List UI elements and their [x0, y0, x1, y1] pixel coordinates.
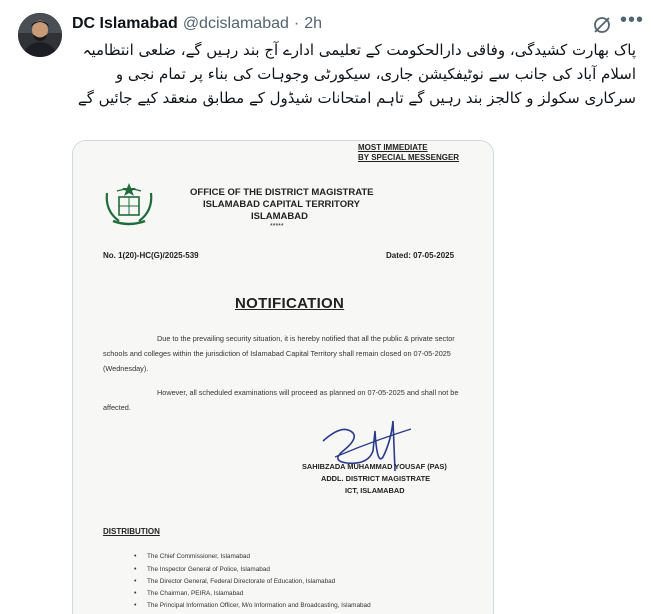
profile-photo	[18, 13, 62, 57]
document-date: Dated: 07-05-2025	[386, 251, 455, 260]
distribution-item	[134, 602, 371, 609]
bullet: •	[134, 602, 137, 609]
distribution-item-text: The Inspector General of Police, Islamabad	[147, 566, 270, 573]
display-name[interactable]: DC Islamabad	[72, 15, 178, 32]
avatar[interactable]	[18, 13, 62, 57]
most-immediate-label: MOST IMMEDIATE	[358, 143, 428, 152]
handle[interactable]: @dcislamabad	[182, 15, 289, 32]
reference-number: No. 1(20)-HC(G)/2025-539	[103, 251, 199, 260]
distribution-item	[134, 578, 336, 585]
office-title-line2: ISLAMABAD CAPITAL TERRITORY	[203, 199, 360, 210]
bullet: •	[134, 578, 137, 585]
notification-title: NOTIFICATION	[235, 295, 345, 312]
distribution-item-text: The Principal Information Officer, M/o Information and Broadcasting, Islamabad	[147, 602, 371, 609]
special-messenger-label: BY SPECIAL MESSENGER	[358, 153, 460, 162]
bullet: •	[134, 566, 137, 573]
signatory-office: ICT, ISLAMABAD	[345, 486, 405, 495]
tweet-media[interactable]	[72, 140, 494, 614]
tweet-text: پاک بھارت کشیدگی، وفاقی دارالحکومت کے تعلیمی ادارے آج بند رہیں گے، ضلعی انتظامیہ اسلام آباد کی جانب سے نوٹیفکیشن جاری، سیکورٹی وجوہات کی بناء پر تمام نجی و سرکاری سکولز و کالجز بند رہیں گے تاہم امتحانات شیڈول کے مطابق منعقد کیے جائیں گے	[77, 41, 636, 107]
tweet-header	[72, 13, 322, 35]
notification-paragraph-2: However, all scheduled examinations will proceed as planned on 07-05-2025 and shall not be affected.	[103, 388, 459, 413]
office-title-line1: OFFICE OF THE DISTRICT MAGISTRATE	[190, 187, 374, 198]
office-stars: *****	[270, 223, 284, 230]
more-options-icon[interactable]: •••	[620, 9, 645, 31]
distribution-item-text: The Director General, Federal Directorate of Education, Islamabad	[147, 578, 336, 585]
notification-document	[73, 141, 493, 614]
grok-icon[interactable]	[592, 15, 612, 35]
distribution-item-text: The Chief Commissioner, Islamabad	[147, 553, 251, 560]
office-title-line3: ISLAMABAD	[251, 211, 308, 222]
distribution-heading: DISTRIBUTION	[103, 527, 160, 536]
distribution-item-text: The Chairman, PEIRA, Islamabad	[147, 590, 244, 597]
distribution-item	[134, 590, 244, 597]
distribution-item	[134, 566, 270, 573]
notification-paragraph-1: Due to the prevailing security situation, it is hereby notified that all the public & private sector schools and colleges within the jurisdiction of Islamabad Capital Territory shall remain closed on 07-05-2025 (Wednesday).	[103, 334, 455, 374]
timestamp[interactable]: 2h	[304, 15, 323, 32]
separator-dot: ·	[293, 15, 300, 32]
signatory-name: SAHIBZADA MUHAMMAD YOUSAF (PAS)	[302, 462, 447, 471]
bullet: •	[134, 553, 137, 560]
government-emblem	[103, 181, 155, 234]
signatory-title: ADDL. DISTRICT MAGISTRATE	[321, 474, 431, 483]
distribution-item	[134, 553, 251, 560]
bullet: •	[134, 590, 137, 597]
